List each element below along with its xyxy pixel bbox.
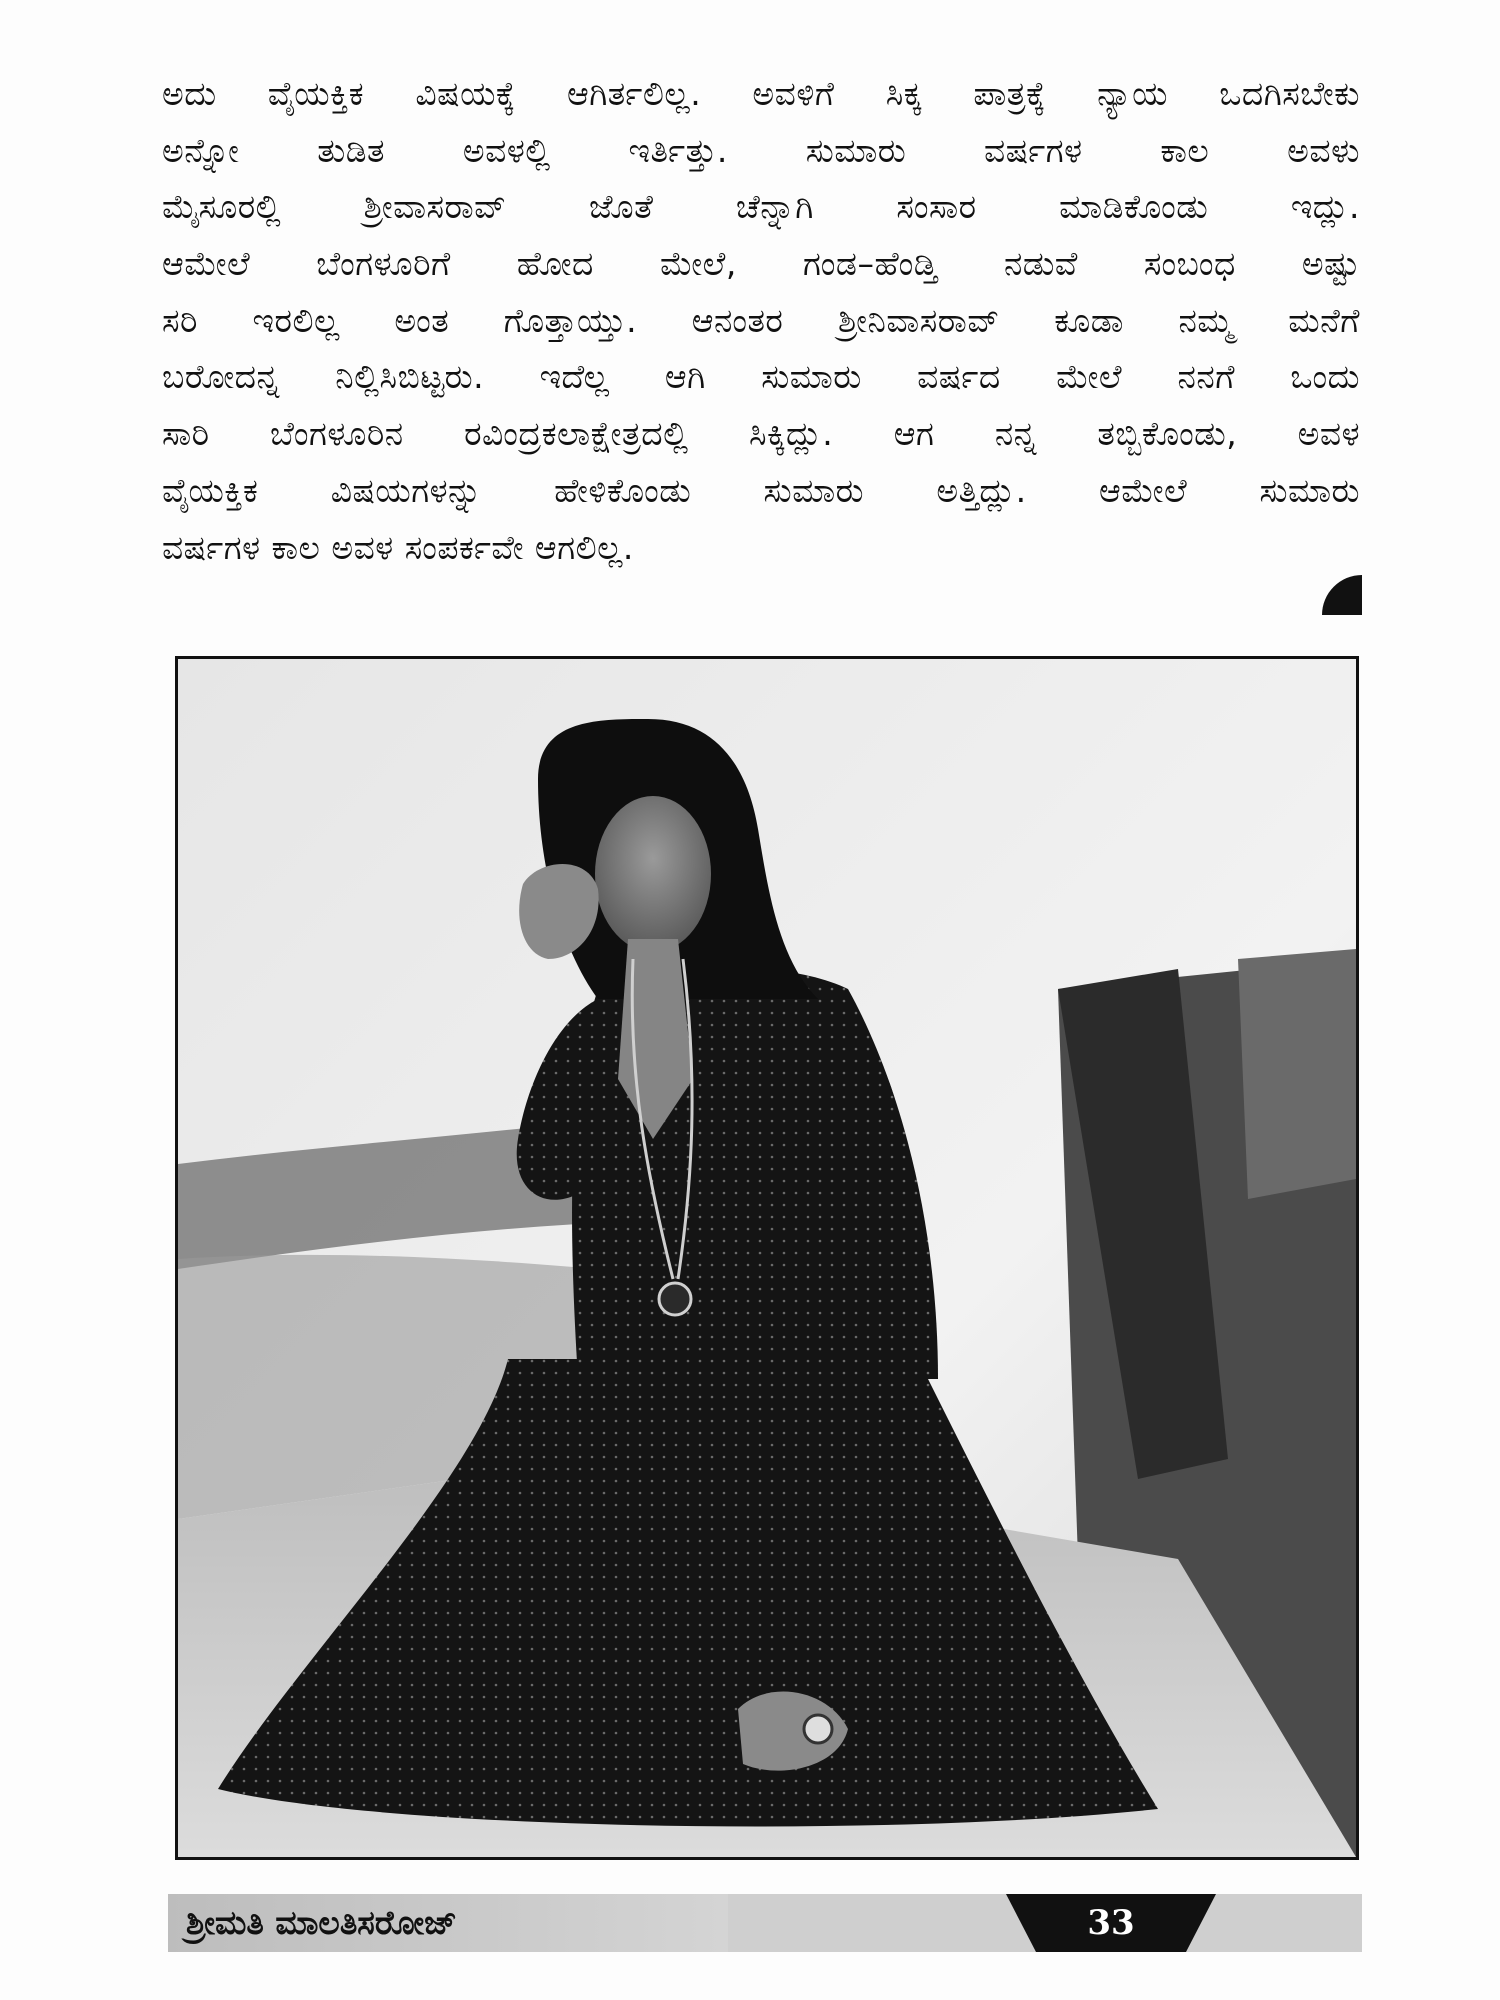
- page-number: 33: [1087, 1903, 1135, 1943]
- section-end-marker-icon: [1322, 575, 1362, 615]
- article-line: ಸರಿ ಇರಲಿಲ್ಲ ಅಂತ ಗೊತ್ತಾಯ್ತು. ಆನಂತರ ಶ್ರೀನಿವಾಸರಾವ್ ಕೂಡಾ ನಮ್ಮ ಮನೆಗೆ: [162, 300, 1360, 340]
- article-line: ಆಮೇಲೆ ಬೆಂಗಳೂರಿಗೆ ಹೋದ ಮೇಲೆ, ಗಂಡ–ಹೆಂಡ್ತಿ ನಡುವೆ ಸಂಬಂಧ ಅಷ್ಟು: [162, 244, 1360, 284]
- article-line: ಸಾರಿ ಬೆಂಗಳೂರಿನ ರವಿಂದ್ರಕಲಾಕ್ಷೇತ್ರದಲ್ಲಿ ಸಿಕ್ಕಿದ್ಲು. ಆಗ ನನ್ನ ತಬ್ಬಿಕೊಂಡು, ಅವಳ: [162, 414, 1360, 454]
- article-line: ಅದು ವೈಯಕ್ತಿಕ ವಿಷಯಕ್ಕೆ ಆಗಿರ್ತಲಿಲ್ಲ. ಅವಳಿಗೆ ಸಿಕ್ಕ ಪಾತ್ರಕ್ಕೆ ನ್ಯಾಯ ಒದಗಿಸಬೇಕು: [162, 74, 1360, 113]
- portrait-photo: [178, 659, 1356, 1857]
- photograph: [175, 656, 1359, 1860]
- article-line: ಬರೋದನ್ನ ನಿಲ್ಲಿಸಿಬಿಟ್ಟರು. ಇದೆಲ್ಲ ಆಗಿ ಸುಮಾರು ವರ್ಷದ ಮೇಲೆ ನನಗೆ ಒಂದು: [162, 357, 1360, 397]
- article-line: ವೈಯಕ್ತಿಕ ವಿಷಯಗಳನ್ನು ಹೇಳಿಕೊಂಡು ಸುಮಾರು ಅತ್ತಿದ್ಲು. ಆಮೇಲೆ ಸುಮಾರು: [162, 470, 1360, 510]
- footer-author: ಶ್ರೀಮತಿ ಮಾಲತಿಸರೋಜ್: [186, 1903, 458, 1942]
- article-line: ಅನ್ನೋ ತುಡಿತ ಅವಳಲ್ಲಿ ಇರ್ತಿತ್ತು. ಸುಮಾರು ವರ್ಷಗಳ ಕಾಲ ಅವಳು: [162, 130, 1360, 170]
- article-body: [162, 66, 1360, 576]
- article-line: ವರ್ಷಗಳ ಕಾಲ ಅವಳ ಸಂಪರ್ಕವೇ ಆಗಲಿಲ್ಲ.: [162, 527, 634, 567]
- article-line: ಮೈಸೂರಲ್ಲಿ ಶ್ರೀವಾಸರಾವ್ ಜೊತೆ ಚೆನ್ನಾಗಿ ಸಂಸಾರ ಮಾಡಿಕೊಂಡು ಇದ್ಲು.: [162, 187, 1360, 227]
